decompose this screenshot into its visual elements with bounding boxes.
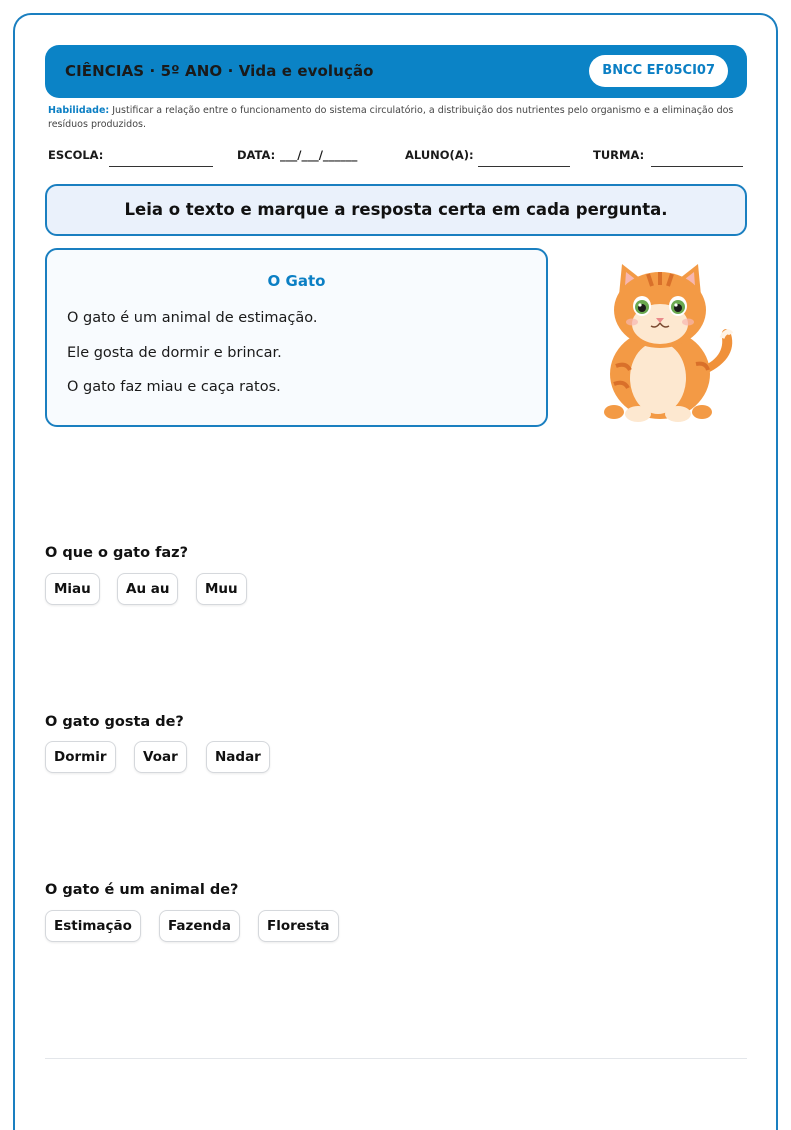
q1-option-muu[interactable]: Muu xyxy=(196,573,247,605)
q1-option-au-au[interactable]: Au au xyxy=(117,573,178,605)
q2-option-nadar[interactable]: Nadar xyxy=(206,741,270,773)
turma-label: TURMA: xyxy=(593,148,645,162)
bncc-badge: BNCC EF05CI07 xyxy=(589,55,728,87)
reading-line: Ele gosta de dormir e brincar. xyxy=(67,345,282,361)
question-2: O gato gosta de? xyxy=(45,714,184,730)
header-banner xyxy=(45,45,747,98)
habilidade-label: Habilidade: xyxy=(48,105,110,116)
q2-option-voar[interactable]: Voar xyxy=(134,741,187,773)
worksheet-frame xyxy=(13,13,778,1130)
aluno-field[interactable] xyxy=(478,166,570,167)
aluno-label: ALUNO(A): xyxy=(405,148,474,162)
q3-option-estimacao[interactable]: Estimação xyxy=(45,910,141,942)
data-label: DATA: xyxy=(237,148,276,162)
cat-illustration xyxy=(596,256,741,424)
reading-title: O Gato xyxy=(267,272,326,290)
habilidade-description: Justificar a relação entre o funcionamento do sistema circulatório, a distribuição dos nutrientes pelo organismo e a eliminação dos resíduos produzidos. xyxy=(48,105,734,130)
reading-line: O gato faz miau e caça ratos. xyxy=(67,379,281,395)
reading-line: O gato é um animal de estimação. xyxy=(67,310,318,326)
escola-field[interactable] xyxy=(109,166,213,167)
q3-option-floresta[interactable]: Floresta xyxy=(258,910,339,942)
footer-divider xyxy=(45,1058,747,1059)
habilidade-text xyxy=(48,104,738,132)
q1-option-miau[interactable]: Miau xyxy=(45,573,100,605)
instruction-box: Leia o texto e marque a resposta certa em cada pergunta. xyxy=(45,184,747,236)
student-fields xyxy=(48,148,748,170)
header-title: CIÊNCIAS · 5º ANO · Vida e evolução xyxy=(65,62,374,80)
turma-field[interactable] xyxy=(651,166,743,167)
escola-label: ESCOLA: xyxy=(48,148,104,162)
question-1: O que o gato faz? xyxy=(45,545,189,561)
q2-option-dormir[interactable]: Dormir xyxy=(45,741,116,773)
question-3: O gato é um animal de? xyxy=(45,882,239,898)
q3-option-fazenda[interactable]: Fazenda xyxy=(159,910,240,942)
reading-text-box xyxy=(45,248,548,427)
data-field[interactable]: ___/___/______ xyxy=(280,148,358,162)
